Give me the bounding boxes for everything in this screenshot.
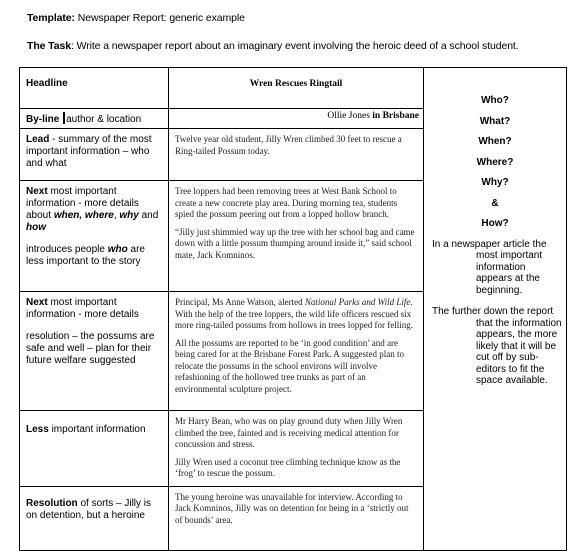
next1-text-cell[interactable] xyxy=(169,181,424,292)
lead-label: Lead xyxy=(26,134,50,145)
next1-label-cell xyxy=(20,181,169,292)
byline-location: in Brisbane xyxy=(369,111,419,121)
next1-text2: “Jilly just shimmied way up the tree with her school bag and came down with a little possum thumping around inside it,” said school mate, Jack Komninos. xyxy=(175,226,415,260)
question-where: Where? xyxy=(476,156,514,168)
next1-desc2-a: introduces people xyxy=(26,244,108,255)
byline-author: Ollie Jones xyxy=(327,111,370,121)
byline-value[interactable] xyxy=(169,109,424,129)
next2-desc2: resolution – the possums are safe and well – plan for their future welfare suggested xyxy=(26,331,155,366)
question-why: Why? xyxy=(481,177,509,188)
less-label-cell xyxy=(20,411,169,487)
text-cursor-icon xyxy=(63,112,65,124)
next2-label: Next xyxy=(26,297,48,308)
task-label: The Task xyxy=(27,40,71,52)
next1-desc2-c: are less important to the story xyxy=(26,244,145,267)
next2-desc: most important information - more details xyxy=(26,297,139,320)
next2-text1-b: National Parks and Wild Life xyxy=(304,297,411,307)
resolution-text-cell[interactable] xyxy=(169,486,424,550)
task-text: : Write a newspaper report about an imaginary event involving the heroic deed of a school student. xyxy=(70,40,519,52)
lead-text: Twelve year old student, Jilly Wren climbed 30 feet to rescue a Ring-tailed Possum today. xyxy=(175,134,402,156)
lead-text-cell[interactable] xyxy=(169,129,424,181)
less-label: Less xyxy=(26,424,49,435)
report-table xyxy=(19,67,567,551)
template-text: Newspaper Report: generic example xyxy=(74,12,245,24)
resolution-label-cell xyxy=(20,486,169,550)
question-what: What? xyxy=(479,115,511,127)
note-importance-rest: most important information appears at the beginning. xyxy=(476,250,543,296)
next2-label-cell xyxy=(20,292,169,411)
lead-label-cell xyxy=(20,129,169,181)
next1-desc-f: how xyxy=(26,222,46,233)
next1-label: Next xyxy=(26,186,48,197)
task-description xyxy=(27,40,519,52)
note-importance xyxy=(428,239,562,297)
next2-text1-c: . With the help of the tree loppers, the wild life officers rescued six more ring-tailed possums from hollows in trees lopped for felling. xyxy=(175,297,413,330)
next2-text2: All the possums are reported to be ‘in good condition’ and are being cared for at the Brisbane Forest Park. A suggested plan to relocate the possums in the school environs will involve refashioning of the hollowed tree trunks as part of an environmental sculpture project. xyxy=(175,337,404,394)
next1-desc2-b: who xyxy=(107,244,128,255)
note-importance-first: In a newspaper article the xyxy=(432,238,547,250)
next1-desc-c: , xyxy=(113,210,120,221)
note-cutoff xyxy=(428,306,562,387)
next2-text1-a: Principal, Ms Anne Watson, alerted xyxy=(175,297,305,307)
question-who: Who? xyxy=(481,95,509,106)
headline-value[interactable]: Wren Rescues Ringtail xyxy=(169,68,424,109)
next1-desc-e: and xyxy=(138,210,159,221)
resolution-label: Resolution xyxy=(26,497,78,509)
next1-text1: Tree loppers had been removing trees at West Bank School to create a new concrete play area. During morning tea, students spied the possum peering out from a lopped hollow branch. xyxy=(175,186,398,219)
question-ampersand: & xyxy=(491,197,499,209)
next1-desc-b: when, where xyxy=(53,210,114,221)
next1-desc-a: most important information - more details about xyxy=(26,186,139,221)
less-text-cell[interactable] xyxy=(169,411,424,487)
question-how: How? xyxy=(481,218,509,229)
template-label: Template: xyxy=(27,12,75,24)
less-text2: Jilly Wren used a coconut tree climbing technique know as the ‘frog’ to rescue the possum. xyxy=(175,456,401,478)
byline-desc: author & location xyxy=(66,114,142,125)
headline-label: Headline xyxy=(20,68,169,109)
less-text1: Mr Harry Bean, who was on play ground duty when Jilly Wren climbed the tree, fainted and is receiving medical attention for concussion and stress. xyxy=(175,416,403,449)
questions-column xyxy=(424,68,567,551)
next1-desc-d: why xyxy=(119,210,139,221)
next2-text-cell[interactable] xyxy=(169,292,424,411)
lead-desc: - summary of the most important information – who and what xyxy=(26,134,152,169)
note-cutoff-first: The further down the report xyxy=(432,306,554,317)
less-desc: important information xyxy=(48,424,146,435)
question-when: When? xyxy=(478,136,512,147)
template-title xyxy=(27,12,245,24)
note-cutoff-rest: that the information appears, the more likely that it will be cut off by sub-editors to fit the space available. xyxy=(476,317,562,386)
byline-label: By-line xyxy=(26,114,60,125)
byline-label-cell xyxy=(20,109,169,129)
resolution-text: The young heroine was unavailable for interview. According to Jack Komninos, Jilly was on detention for being in a ‘strictly out of bounds’ area. xyxy=(175,491,409,525)
resolution-desc: of sorts – Jilly is on detention, but a heroine xyxy=(26,497,152,521)
